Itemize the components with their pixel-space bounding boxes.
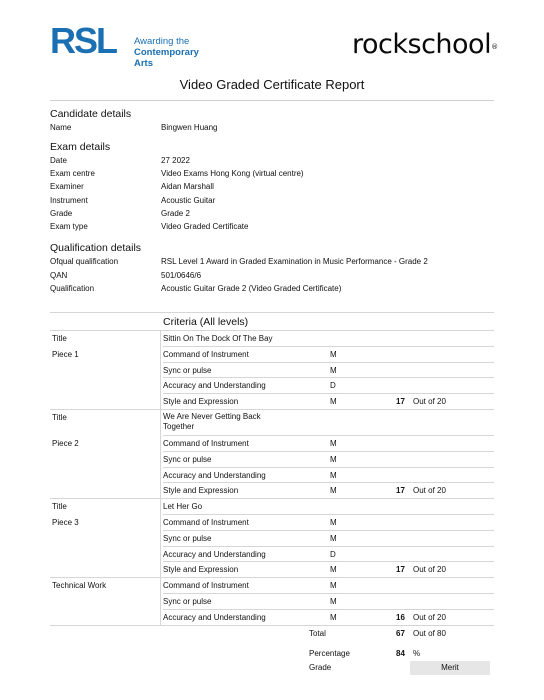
- rockschool-wordmark: rockschool: [352, 29, 492, 60]
- piece-title: Together: [163, 422, 195, 431]
- piece-label: Piece 3: [52, 518, 79, 527]
- total-score: 67: [396, 628, 405, 638]
- table-rule: [163, 514, 494, 515]
- criterion-out-of: Out of 20: [413, 612, 446, 622]
- exam-detail-label: Instrument: [50, 196, 88, 205]
- registered-mark: ®: [491, 43, 498, 51]
- qualification-details-heading: Qualification details: [50, 242, 142, 254]
- table-rule: [50, 330, 494, 331]
- criterion-mark: M: [330, 397, 337, 407]
- table-rule: [163, 451, 494, 452]
- piece-title: Let Her Go: [163, 502, 203, 512]
- qualification-detail-label: Ofqual qualification: [50, 257, 119, 266]
- title-label: Title: [52, 334, 67, 343]
- grade-value: Merit: [410, 661, 490, 675]
- table-rule: [50, 498, 494, 499]
- criterion-name: Style and Expression: [163, 397, 239, 407]
- criterion-mark: D: [330, 381, 336, 391]
- criterion-name: Style and Expression: [163, 565, 239, 575]
- section-label: Technical Work: [52, 581, 107, 591]
- exam-detail-value: Acoustic Guitar: [161, 196, 216, 205]
- criterion-mark: M: [330, 365, 337, 375]
- criterion-mark: M: [330, 454, 337, 464]
- table-rule: [163, 482, 494, 483]
- criterion-mark: M: [330, 612, 337, 622]
- table-rule: [50, 312, 494, 313]
- exam-detail-value: Video Graded Certificate: [161, 222, 249, 231]
- name-label: Name: [50, 123, 72, 132]
- criterion-mark: M: [330, 533, 337, 543]
- criterion-score: 16: [396, 612, 405, 622]
- criterion-name: Accuracy and Understanding: [163, 381, 266, 391]
- criterion-name: Sync or pulse: [163, 454, 212, 464]
- criteria-heading: Criteria (All levels): [163, 316, 249, 328]
- criterion-name: Sync or pulse: [163, 533, 212, 543]
- rsl-tagline: [134, 36, 220, 69]
- grade-label: Grade: [309, 662, 332, 672]
- exam-detail-value: 27 2022: [161, 156, 190, 165]
- criterion-mark: M: [330, 565, 337, 575]
- candidate-name: Bingwen Huang: [161, 123, 218, 132]
- criterion-mark: M: [330, 349, 337, 359]
- criterion-name: Command of Instrument: [163, 518, 249, 527]
- criterion-name: Accuracy and Understanding: [163, 612, 266, 622]
- qualification-detail-value: 501/0646/6: [161, 271, 202, 280]
- qualification-detail-label: QAN: [50, 271, 68, 280]
- rockschool-logo: [352, 30, 498, 60]
- criterion-name: Sync or pulse: [163, 597, 212, 606]
- percentage-label: Percentage: [309, 648, 350, 658]
- criterion-mark: M: [330, 486, 337, 496]
- criterion-name: Style and Expression: [163, 486, 239, 496]
- piece-title: We Are Never Getting Back: [163, 412, 261, 421]
- table-column-rule: [160, 330, 161, 625]
- table-rule: [163, 377, 494, 378]
- table-rule: [163, 530, 494, 531]
- criterion-out-of: Out of 20: [413, 486, 446, 496]
- criterion-mark: M: [330, 581, 337, 591]
- table-rule: [50, 409, 494, 410]
- candidate-details-heading: Candidate details: [50, 108, 132, 120]
- table-rule: [163, 362, 494, 363]
- table-rule: [50, 577, 494, 578]
- piece-label: Piece 1: [52, 349, 79, 359]
- table-rule: [163, 346, 494, 347]
- title-label: Title: [52, 413, 67, 422]
- exam-detail-label: Examiner: [50, 182, 84, 191]
- criterion-name: Accuracy and Understanding: [163, 470, 266, 480]
- exam-detail-value: Video Exams Hong Kong (virtual centre): [161, 169, 304, 178]
- percentage-value: 84: [396, 648, 405, 658]
- exam-detail-value: Grade 2: [161, 209, 190, 218]
- table-rule: [163, 393, 494, 394]
- criterion-score: 17: [396, 486, 405, 496]
- title-divider: [50, 100, 494, 101]
- table-rule: [163, 435, 494, 436]
- criterion-name: Command of Instrument: [163, 439, 249, 448]
- qualification-detail-value: RSL Level 1 Award in Graded Examination in Music Performance - Grade 2: [161, 257, 428, 266]
- piece-label: Piece 2: [52, 439, 79, 448]
- criterion-name: Sync or pulse: [163, 365, 212, 375]
- rsl-logo: [50, 20, 220, 69]
- percent-sign: %: [413, 648, 421, 658]
- table-rule: [163, 467, 494, 468]
- criterion-mark: M: [330, 470, 337, 480]
- criterion-mark: M: [330, 439, 337, 448]
- exam-detail-label: Grade: [50, 209, 73, 218]
- exam-details-heading: Exam details: [50, 141, 111, 153]
- criterion-out-of: Out of 20: [413, 397, 446, 407]
- exam-detail-value: Aidan Marshall: [161, 182, 214, 191]
- criterion-name: Accuracy and Understanding: [163, 549, 266, 559]
- total-label: Total: [309, 628, 326, 638]
- exam-detail-label: Exam type: [50, 222, 88, 231]
- piece-title: Sittin On The Dock Of The Bay: [163, 334, 273, 343]
- rsl-mark: RSL: [50, 20, 116, 61]
- criterion-out-of: Out of 20: [413, 565, 446, 575]
- qualification-detail-value: Acoustic Guitar Grade 2 (Video Graded Certificate): [161, 284, 342, 293]
- criterion-score: 17: [396, 565, 405, 575]
- table-rule: [163, 561, 494, 562]
- title-label: Title: [52, 502, 67, 512]
- table-rule: [50, 625, 494, 626]
- table-rule: [163, 546, 494, 547]
- rsl-tagline-line2: Contemporary Arts: [134, 47, 199, 69]
- criterion-mark: M: [330, 518, 337, 527]
- criterion-score: 17: [396, 397, 405, 407]
- total-out-of: Out of 80: [413, 628, 446, 638]
- qualification-detail-label: Qualification: [50, 284, 95, 293]
- table-rule: [163, 593, 494, 594]
- table-rule: [163, 609, 494, 610]
- exam-detail-label: Date: [50, 156, 67, 165]
- criterion-name: Command of Instrument: [163, 349, 249, 359]
- report-title: Video Graded Certificate Report: [179, 77, 365, 92]
- criterion-mark: M: [330, 597, 337, 606]
- criterion-mark: D: [330, 549, 336, 559]
- criterion-name: Command of Instrument: [163, 581, 249, 591]
- exam-detail-label: Exam centre: [50, 169, 95, 178]
- rsl-tagline-line1: Awarding the: [134, 36, 190, 47]
